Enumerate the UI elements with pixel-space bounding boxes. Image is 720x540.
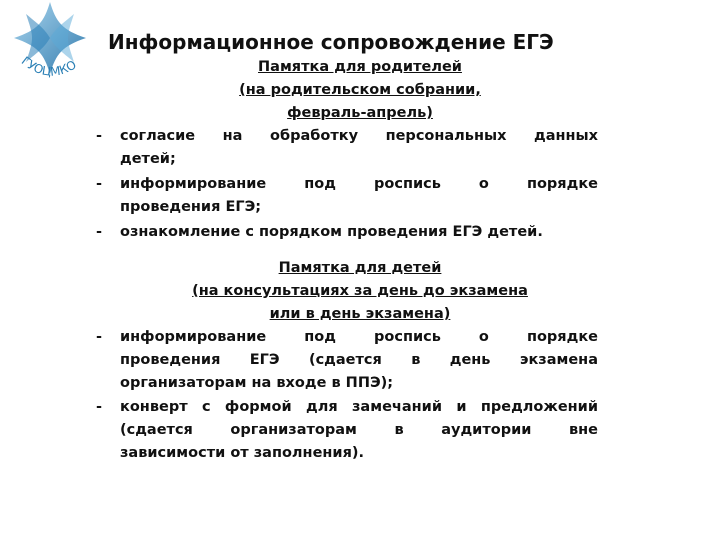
list-item	[120, 125, 598, 171]
heading-line: февраль-апрель)	[287, 105, 433, 121]
page-title: Информационное сопровождение ЕГЭ	[108, 30, 554, 54]
item-line: проведения ЕГЭ;	[120, 199, 262, 215]
item-line: зависимости от заполнения).	[120, 445, 365, 461]
list-bullet: -	[96, 128, 103, 144]
item-line: проведения ЕГЭ (сдается в день экзамена	[120, 352, 598, 368]
heading-line: (на консультациях за день до экзамена	[192, 283, 528, 299]
item-line: согласие на обработку персональных данных	[120, 128, 598, 144]
list-bullet: -	[96, 176, 103, 192]
item-line: ознакомление с порядком проведения ЕГЭ детей.	[120, 224, 543, 240]
heading-line: Памятка для детей	[278, 260, 442, 276]
heading-line: Памятка для родителей	[258, 59, 462, 75]
list-bullet: -	[96, 224, 103, 240]
list-bullet: -	[96, 329, 103, 345]
heading-line: (на родительском собрании,	[239, 82, 481, 98]
list-item	[120, 326, 598, 395]
item-line: информирование под роспись о порядке	[120, 176, 598, 192]
item-line: конверт с формой для замечаний и предложений	[120, 399, 598, 415]
list-bullet: -	[96, 399, 103, 415]
item-line: (сдается организаторам в аудитории вне	[120, 422, 598, 438]
section-heading-children	[0, 257, 720, 326]
list-item	[120, 173, 598, 219]
list-item	[120, 221, 598, 244]
logo-text: ГУОЦМКО	[18, 53, 79, 79]
item-line: информирование под роспись о порядке	[120, 329, 598, 345]
item-line: детей;	[120, 151, 176, 167]
heading-line: или в день экзамена)	[269, 306, 451, 322]
section-heading-parents	[0, 53, 720, 125]
list-item	[120, 396, 598, 465]
item-line: организаторам на входе в ППЭ);	[120, 375, 394, 391]
